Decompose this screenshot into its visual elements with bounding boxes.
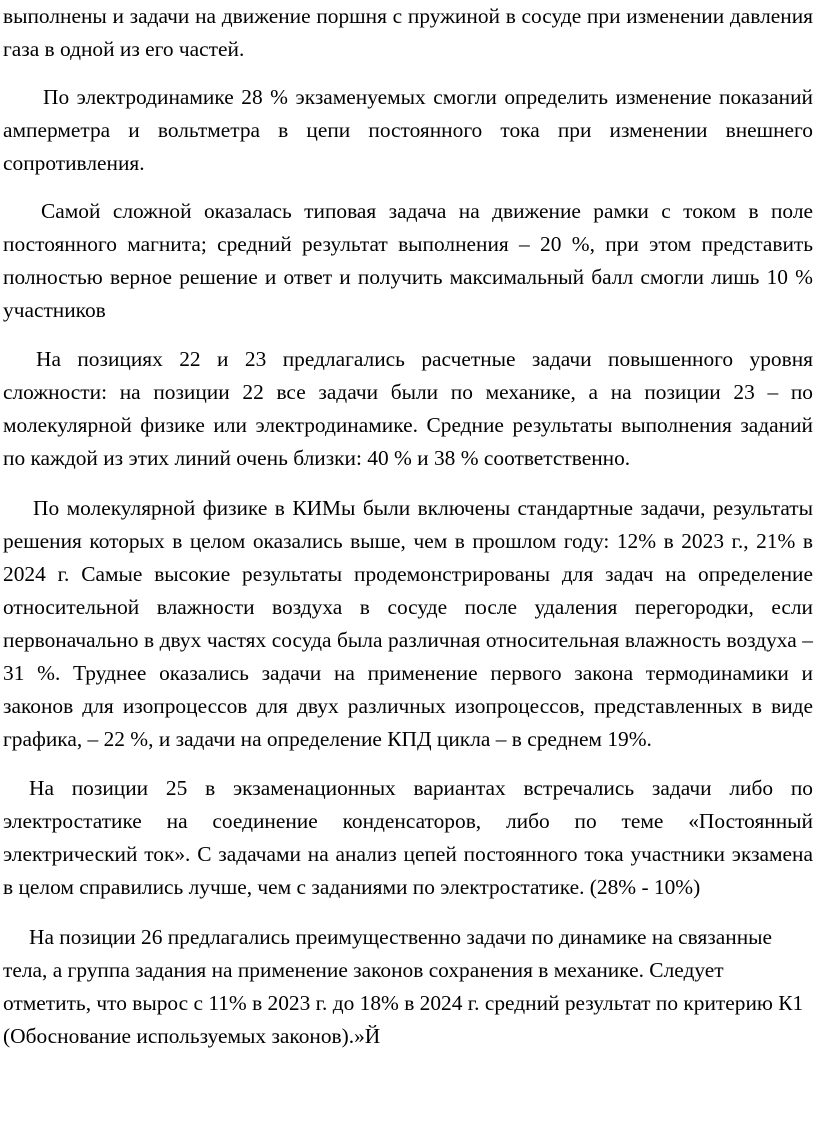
paragraph-magnetic-frame: Самой сложной оказалась типовая задача на движение рамки с током в поле постоянного магнита; средний результат выполнения – 20 %, при этом представить полностью верное решение и ответ и получить максимальный балл смогли лишь 10 % участников: [3, 199, 813, 322]
paragraph-positions-22-23: На позициях 22 и 23 предлагались расчетные задачи повышенного уровня сложности: на позиции 22 все задачи были по механике, а на позиции 23 – по молекулярной физике или электродинамике. Средние результаты выполнения заданий по каждой из этих линий очень близки: 40 % и 38 % соответственно.: [3, 347, 813, 470]
paragraph-electrodynamics: По электродинамике 28 % экзаменуемых смогли определить изменение показаний амперметра и вольтметра в цепи постоянного тока при изменении внешнего сопротивления.: [3, 85, 813, 175]
paragraph-position-25: На позиции 25 в экзаменационных вариантах встречались задачи либо по электростатике на соединение конденсаторов, либо по теме «Постоянный электрический ток». С задачами на анализ цепей постоянного тока участники экзамена в целом справились лучше, чем с заданиями по электростатике. (28% - 10%): [3, 776, 813, 899]
paragraph-piston-tasks: выполнены и задачи на движение поршня с пружиной в сосуде при изменении давления газа в одной из его частей.: [3, 4, 813, 61]
paragraph-molecular-physics: По молекулярной физике в КИМы были включены стандартные задачи, результаты решения которых в целом оказались выше, чем в прошлом году: 12% в 2023 г., 21% в 2024 г. Самые высокие результаты продемонстрированы для задач на определение относительной влажности воздуха в сосуде после удаления перегородки, если первоначально в двух частях сосуда была различная относительная влажность воздуха – 31 %. Труднее оказались задачи на применение первого закона термодинамики и законов для изопроцессов для двух различных изопроцессов, представленных в виде графика, – 22 %, и задачи на определение КПД цикла – в среднем 19%.: [3, 496, 813, 751]
paragraph-position-26: На позиции 26 предлагались преимущественно задачи по динамике на связанные тела, а группа задания на применение законов сохранения в механике. Следует отметить, что вырос с 11% в 2023 г. до 18% в 2024 г. средний результат по критерию К1 (Обоснование используемых законов).»Й: [3, 925, 804, 1048]
